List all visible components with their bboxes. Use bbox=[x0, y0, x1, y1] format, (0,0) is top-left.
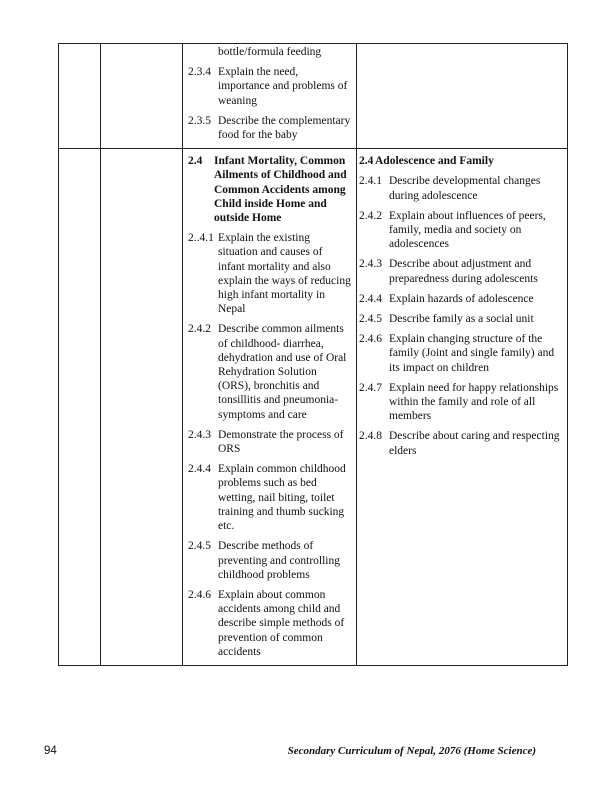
item-number: 2.3.4 bbox=[188, 66, 211, 79]
list-item bbox=[188, 539, 352, 582]
item-number: 2.4.6 bbox=[359, 333, 382, 346]
item-number: 2.4.2 bbox=[359, 209, 382, 222]
item-number: 2..4.1 bbox=[188, 232, 214, 245]
item-text: bottle/formula feeding bbox=[218, 46, 322, 58]
item-text: Demonstrate the process of ORS bbox=[218, 428, 344, 456]
item-text: Describe common ailments of childhood- diarrhea, dehydration and use of Oral Rehydration Solution (ORS), bronchitis and tonsillitis and pneumonia- symptoms and care bbox=[218, 323, 347, 421]
empty-cell bbox=[101, 149, 183, 666]
section-number: 2.4 bbox=[188, 155, 203, 168]
section-heading bbox=[188, 154, 352, 225]
empty-cell bbox=[59, 44, 101, 149]
learning-outcomes-cell bbox=[183, 44, 357, 149]
item-text: Explain about common accidents among child and describe simple methods of prevention of common accidents bbox=[218, 588, 345, 658]
item-number: 2.3.5 bbox=[188, 114, 211, 127]
item-text: Explain common childhood problems such as bed wetting, nail biting, toilet training and thumb sucking etc. bbox=[218, 463, 346, 533]
page-number: 94 bbox=[44, 745, 57, 757]
section-title: Adolescence and Family bbox=[375, 155, 494, 168]
item-number: 2.4.1 bbox=[359, 175, 382, 188]
item-text: Describe methods of preventing and controlling childhood problems bbox=[218, 540, 340, 581]
list-item bbox=[188, 428, 352, 456]
list-item bbox=[359, 292, 563, 306]
list-item bbox=[359, 174, 563, 202]
item-text: Describe family as a social unit bbox=[389, 313, 534, 326]
item-number: 2.4.7 bbox=[359, 381, 382, 394]
list-item bbox=[359, 429, 563, 457]
list-item bbox=[359, 332, 563, 375]
list-item bbox=[359, 381, 563, 424]
item-text: Describe developmental changes during adolescence bbox=[389, 175, 541, 202]
section-heading bbox=[359, 154, 567, 168]
section-number: 2.4 bbox=[359, 155, 374, 168]
empty-cell bbox=[357, 44, 568, 149]
item-text: Explain hazards of adolescence bbox=[389, 292, 534, 305]
item-text: Explain the need, importance and problems of weaning bbox=[218, 66, 348, 107]
list-item bbox=[359, 209, 563, 252]
list-item bbox=[188, 65, 352, 108]
item-number: 2.4.5 bbox=[188, 540, 211, 553]
item-text: Describe about adjustment and preparedness during adolescents bbox=[389, 258, 538, 285]
item-number: 2.4.3 bbox=[359, 258, 382, 271]
list-item bbox=[188, 45, 352, 59]
item-number: 2.4.8 bbox=[359, 430, 382, 443]
curriculum-table bbox=[58, 43, 568, 666]
list-item bbox=[188, 114, 352, 142]
list-item bbox=[359, 257, 563, 285]
table-row bbox=[59, 149, 568, 666]
list-item bbox=[188, 231, 352, 316]
empty-cell bbox=[59, 149, 101, 666]
item-number: 2.4.2 bbox=[188, 323, 211, 336]
list-item bbox=[188, 462, 352, 533]
list-item bbox=[188, 588, 352, 659]
table-row bbox=[59, 44, 568, 149]
list-item bbox=[188, 322, 352, 421]
section-title: Infant Mortality, Common Ailments of Childhood and Common Accidents among Child inside Home and outside Home bbox=[214, 155, 347, 225]
item-number: 2.4.6 bbox=[188, 588, 211, 601]
content-cell bbox=[357, 149, 568, 666]
footer-title: Secondary Curriculum of Nepal, 2076 (Home Science) bbox=[287, 745, 536, 757]
list-item bbox=[359, 312, 563, 326]
item-number: 2.4.4 bbox=[188, 463, 211, 476]
empty-cell bbox=[101, 44, 183, 149]
item-text: Explain about influences of peers, family, media and society on adolescences bbox=[389, 209, 546, 251]
item-text: Explain need for happy relationships within the family and role of all members bbox=[389, 381, 559, 423]
item-text: Explain the existing situation and causes of infant mortality and also explain the ways of reducing high infant mortality in Nepal bbox=[218, 232, 351, 316]
item-text: Explain changing structure of the family (Joint and single family) and its impact on children bbox=[389, 333, 555, 374]
item-number: 2.4.5 bbox=[359, 313, 382, 326]
item-text: Describe about caring and respecting elders bbox=[389, 430, 560, 457]
item-number: 2.4.4 bbox=[359, 292, 382, 305]
learning-outcomes-cell bbox=[183, 149, 357, 666]
item-text: Describe the complementary food for the baby bbox=[218, 114, 351, 142]
item-number: 2.4.3 bbox=[188, 428, 211, 441]
